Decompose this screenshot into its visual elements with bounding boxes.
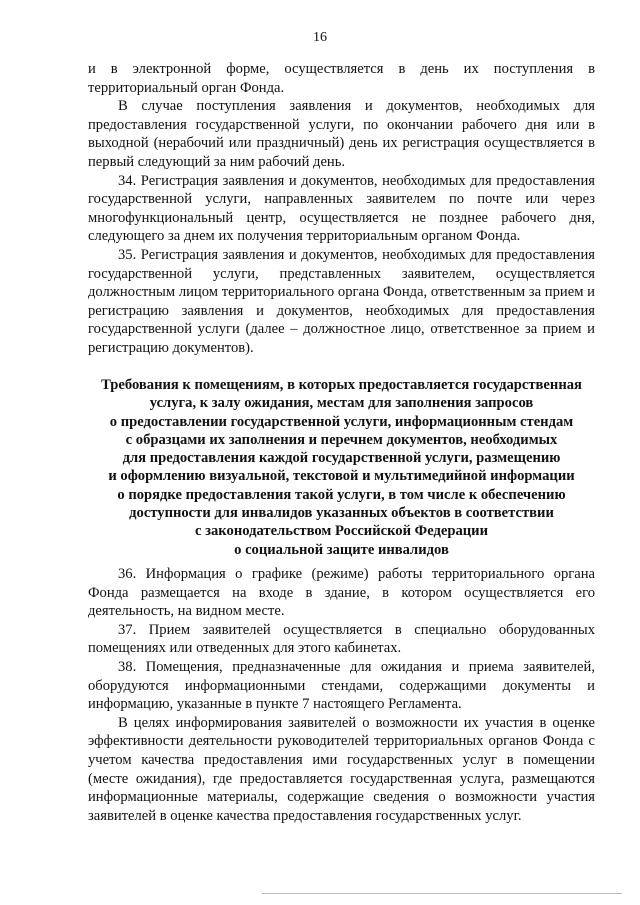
paragraph-35: 35. Регистрация заявления и документов, необходимых для предоставления государственной услуги, представленных заявителем, осуществляется должностным лицом территориального органа Фонда, ответственным за прием и регистрацию заявления и документов, необходимых для предоставления государственной услуги (далее – должностное лицо, ответственное за прием и регистрацию документов). — [88, 246, 595, 356]
heading-line: о социальной защите инвалидов — [234, 541, 449, 558]
bottom-text-block — [88, 565, 595, 825]
heading-line: о предоставлении государственной услуги, информационным стендам — [109, 413, 574, 430]
heading-line: для предоставления каждой государственной услуги, размещению — [122, 450, 561, 467]
paragraph-off-hours-registration: В случае поступления заявления и документов, необходимых для предоставления государственной услуги, по окончании рабочего дня или в выходной (нерабочий или праздничный) день их регистрация осуществляется в первый следующий за ним рабочий день. — [88, 98, 595, 170]
scan-edge-line — [262, 893, 622, 894]
paragraph-34: 34. Регистрация заявления и документов, необходимых для предоставления государственной услуги, направленных заявителем по почте или через многофункциональный центр, осуществляется не позднее рабочего дня, следующего за днем их получения территориальным органом Фонда. — [88, 172, 595, 245]
heading-line: и оформлению визуальной, текстовой и мультимедийной информации — [108, 468, 575, 485]
section-heading — [88, 376, 595, 559]
page-number: 16 — [313, 30, 327, 45]
heading-line: услуга, к залу ожидания, местам для заполнения запросов — [149, 395, 534, 412]
heading-line: с образцами их заполнения и перечнем документов, необходимых — [125, 431, 558, 448]
heading-line: о порядке предоставления такой услуги, в том числе к обеспечению — [117, 486, 566, 503]
heading-line: с законодательством Российской Федерации — [195, 523, 488, 540]
top-text-block — [88, 60, 595, 358]
heading-line: Требования к помещениям, в которых предоставляется государственная — [101, 377, 582, 393]
paragraph-38: 38. Помещения, предназначенные для ожидания и приема заявителей, оборудуются информационными стендами, содержащими документы и информацию, указанные в пункте 7 настоящего Регламента. — [88, 658, 595, 713]
paragraph-36: 36. Информация о графике (режиме) работы территориального органа Фонда размещается на входе в здание, в котором осуществляется его деятельность, на видном месте. — [88, 566, 595, 620]
paragraph-37: 37. Прием заявителей осуществляется в специально оборудованных помещениях или отведенных для этого кабинетах. — [88, 621, 595, 657]
paragraph-continuation: и в электронной форме, осуществляется в день их поступления в территориальный орган Фонда. — [88, 61, 595, 96]
heading-line: доступности для инвалидов указанных объектов в соответствии — [129, 505, 554, 522]
paragraph-evaluation-info: В целях информирования заявителей о возможности их участия в оценке эффективности деятельности руководителей территориальных органов Фонда с учетом качества предоставления ими государственных услуг в помещении (месте ожидания), где предоставляется государственная услуга, размещаются информационные материалы, содержащие сведения о возможности участия заявителей в оценке качества предоставления государственных услуг. — [88, 714, 595, 824]
